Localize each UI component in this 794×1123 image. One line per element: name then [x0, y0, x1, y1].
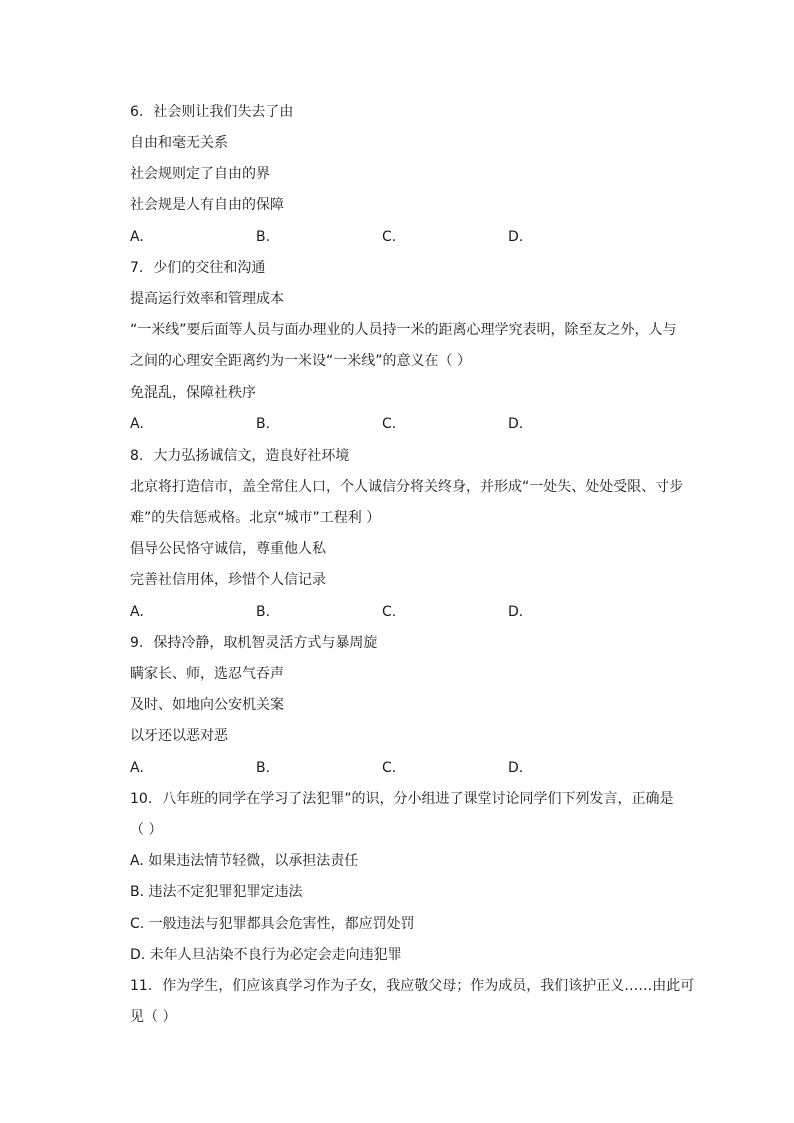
choice-b[interactable]: B. 违法不定犯罪犯罪定违法: [130, 884, 303, 900]
option-c[interactable]: C.: [382, 604, 397, 620]
statement-line: 社会规则定了自由的界: [130, 166, 270, 182]
choice-a[interactable]: A. 如果违法情节轻微，以承担法责任: [130, 853, 359, 869]
answer-parenthesis: （ ）: [130, 822, 163, 838]
statement-line: 瞒家长、师，选忍气吞声: [130, 666, 284, 682]
option-a[interactable]: A.: [130, 416, 144, 432]
statement-line: 自由和毫无关系: [130, 135, 228, 151]
option-d[interactable]: D.: [508, 416, 524, 432]
material-line: 难”的失信惩戒格。北京“城市”工程利 ）: [130, 510, 381, 526]
option-a[interactable]: A.: [130, 760, 144, 776]
option-c[interactable]: C.: [382, 760, 397, 776]
statement-line: 提高运行效率和管理成本: [130, 291, 284, 307]
option-c[interactable]: C.: [382, 229, 397, 245]
question-number: 6.: [130, 104, 144, 120]
question-8-stem: [130, 446, 349, 466]
question-text: 大力弘扬诚信文，造良好社环境: [153, 448, 350, 464]
question-number: 11.: [130, 978, 153, 994]
statement-line: 完善社信用体，珍惜个人信记录: [130, 572, 326, 588]
option-d[interactable]: D.: [508, 229, 524, 245]
question-number: 7.: [130, 260, 144, 276]
question-9-options: [130, 758, 730, 778]
material-line: 之间的心理安全距离约为一米设“一米线”的意义在（ ）: [130, 353, 471, 369]
question-11-continuation: 见（ ）: [130, 1009, 177, 1025]
option-b[interactable]: B.: [256, 416, 271, 432]
statement-line: 及时、如地向公安机关案: [130, 697, 284, 713]
option-d[interactable]: D.: [508, 760, 524, 776]
choice-d[interactable]: D. 未年人旦沾染不良行为必定会走向违犯罪: [130, 947, 402, 963]
question-number: 8.: [130, 448, 144, 464]
question-text: 作为学生，们应该真学习作为子女，我应敬父母；作为成员，我们该护正义……由此可: [162, 978, 695, 994]
statement-line: 免混乱，保障社秩序: [130, 385, 256, 401]
question-text: 保持冷静，取机智灵活方式与暴周旋: [153, 635, 378, 651]
question-10-stem: [130, 789, 674, 809]
question-11-stem: [130, 976, 694, 996]
statement-line: 社会规是人有自由的保障: [130, 197, 284, 213]
option-c[interactable]: C.: [382, 416, 397, 432]
question-9-stem: [130, 633, 377, 653]
material-line: “一米线”要后面等人员与面办理业的人员持一米的距离心理学究表明，除至友之外，人与: [130, 322, 677, 338]
statement-line: 以牙还以恶对恶: [130, 728, 228, 744]
option-a[interactable]: A.: [130, 229, 144, 245]
question-8-options: [130, 602, 730, 622]
question-number: 10.: [130, 791, 153, 807]
question-7-options: [130, 414, 730, 434]
question-text: 少们的交往和沟通: [153, 260, 266, 276]
choice-c[interactable]: C. 一般违法与犯罪都具会危害性，都应罚处罚: [130, 916, 415, 932]
option-b[interactable]: B.: [256, 604, 271, 620]
question-6-stem: [130, 102, 293, 122]
question-7-stem: [130, 258, 265, 278]
option-d[interactable]: D.: [508, 604, 524, 620]
statement-line: 倡导公民恪守诚信，尊重他人私: [130, 541, 326, 557]
question-6-options: [130, 227, 730, 247]
material-line: 北京将打造信市，盖全常住人口，个人诚信分将关终身，并形成“一处失、处处受限、寸步: [130, 479, 684, 495]
question-number: 9.: [130, 635, 144, 651]
option-a[interactable]: A.: [130, 604, 144, 620]
option-b[interactable]: B.: [256, 229, 271, 245]
question-text: 八年班的同学在学习了法犯罪”的识，分小组进了课堂讨论同学们下列发言，正确是: [162, 791, 674, 807]
option-b[interactable]: B.: [256, 760, 271, 776]
question-text: 社会则让我们失去了由: [153, 104, 294, 120]
